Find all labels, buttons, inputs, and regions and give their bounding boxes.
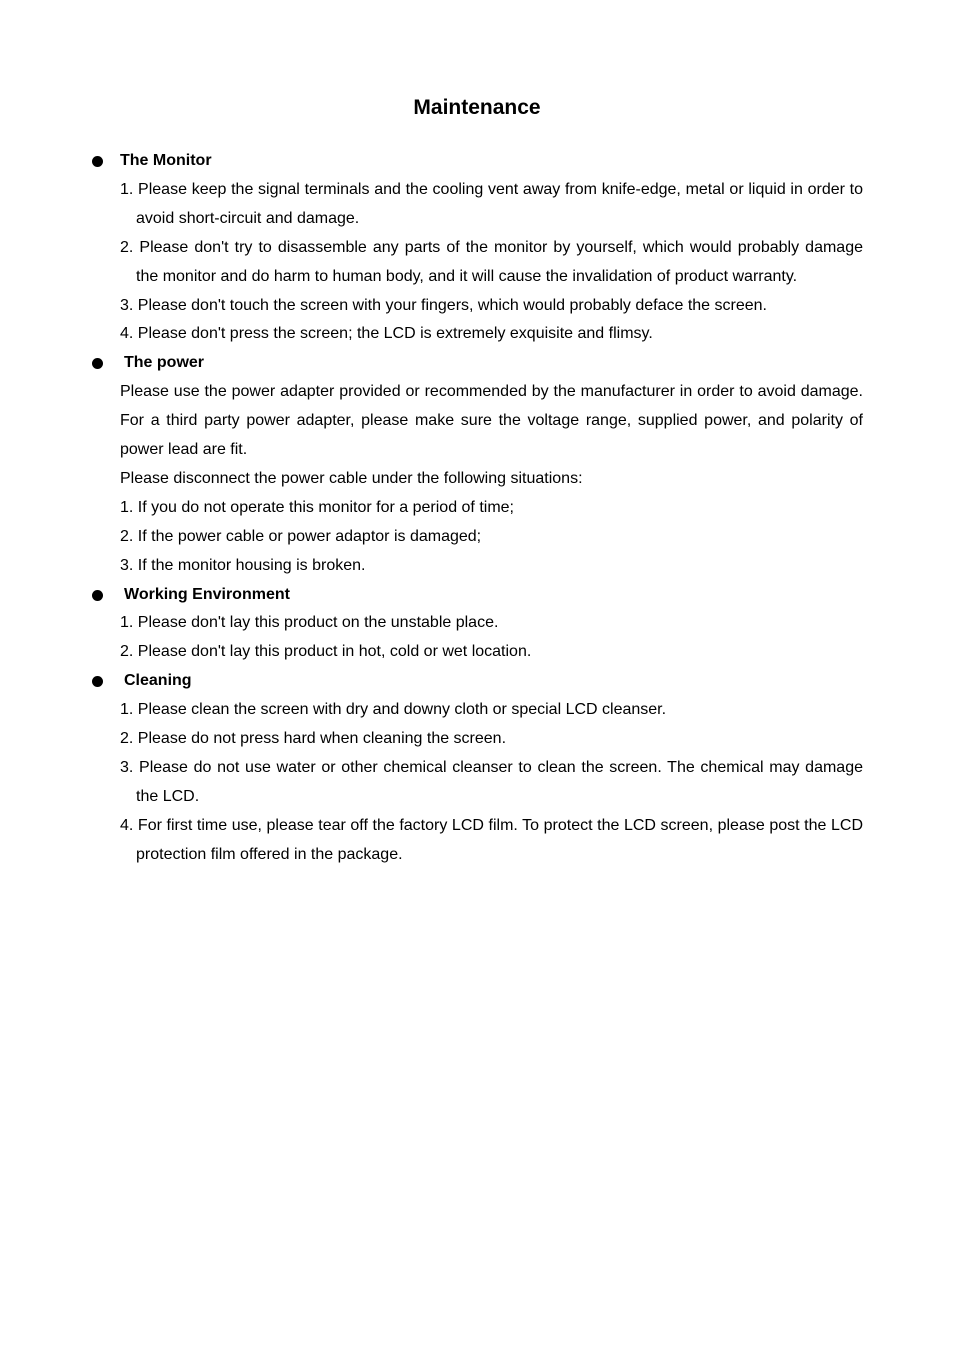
- power-intro-paragraph: Please use the power adapter provided or recommended by the manufacturer in order to avoid damage. For a third party power adapter, please make sure the voltage range, supplied power, and polarity of power lead are fit.: [120, 383, 863, 459]
- bullet-icon: [92, 590, 103, 601]
- section-title-monitor: The Monitor: [120, 152, 212, 169]
- section-heading-environment: [0, 581, 954, 610]
- cleaning-item: 2. Please do not press hard when cleaning the screen.: [120, 730, 507, 748]
- bullet-icon: [92, 156, 103, 167]
- environment-item: 1. Please don't lay this product on the unstable place.: [120, 614, 499, 632]
- monitor-item: 1. Please keep the signal terminals and the cooling vent away from knife-edge, metal or liquid in order to avoid short-circuit and damage.: [120, 180, 863, 227]
- cleaning-item: 3. Please do not use water or other chemical cleanser to clean the screen. The chemical may damage the LCD.: [120, 758, 863, 805]
- section-heading-power: [0, 349, 954, 378]
- monitor-item: 4. Please don't press the screen; the LCD is extremely exquisite and flimsy.: [120, 325, 653, 343]
- page-title: Maintenance: [413, 96, 541, 119]
- monitor-item: 3. Please don't touch the screen with your fingers, which would probably deface the screen.: [120, 296, 767, 314]
- section-title-power: The power: [124, 354, 205, 372]
- environment-item: 2. Please don't lay this product in hot, cold or wet location.: [120, 643, 532, 661]
- section-heading-monitor: [0, 147, 954, 176]
- power-item: 2. If the power cable or power adaptor is damaged;: [120, 527, 482, 545]
- power-item: 1. If you do not operate this monitor for a period of time;: [120, 498, 514, 516]
- bullet-icon: [92, 676, 103, 687]
- bullet-icon: [92, 358, 103, 369]
- power-disconnect-intro: Please disconnect the power cable under the following situations:: [120, 469, 583, 487]
- power-item: 3. If the monitor housing is broken.: [120, 556, 366, 574]
- section-heading-cleaning: [0, 667, 954, 696]
- maintenance-content: [0, 147, 954, 870]
- monitor-item: 2. Please don't try to disassemble any parts of the monitor by yourself, which would probably damage the monitor and do harm to human body, and it will cause the invalidation of product warranty.: [120, 238, 863, 285]
- cleaning-item: 4. For first time use, please tear off the factory LCD film. To protect the LCD screen, please post the LCD protection film offered in the package.: [120, 816, 863, 863]
- section-title-cleaning: Cleaning: [124, 672, 192, 690]
- cleaning-item: 1. Please clean the screen with dry and downy cloth or special LCD cleanser.: [120, 701, 667, 719]
- section-title-environment: Working Environment: [124, 585, 290, 603]
